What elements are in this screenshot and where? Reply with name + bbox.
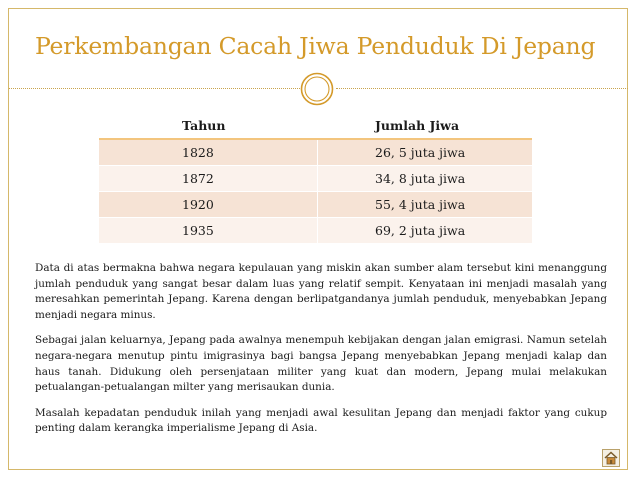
table-row — [99, 139, 532, 166]
year-cell: 1920 — [99, 192, 318, 218]
column-header-population: Jumlah Jiwa — [318, 113, 533, 139]
table-row — [99, 192, 532, 218]
body-text — [35, 261, 607, 447]
table-header-row — [99, 113, 532, 139]
column-header-year: Tahun — [99, 113, 318, 139]
circle-ornament-icon — [300, 72, 334, 106]
year-cell: 1828 — [99, 139, 318, 166]
slide-title: Perkembangan Cacah Jiwa Penduduk Di Jepang — [35, 32, 596, 60]
population-cell: 69, 2 juta jiwa — [318, 218, 533, 244]
divider-right — [336, 88, 628, 89]
table-row — [99, 166, 532, 192]
paragraph: Sebagai jalan keluarnya, Jepang pada awalnya menempuh kebijakan dengan jalan emigrasi. Namun setelah negara-negara menutup pintu imigrasinya bagi bangsa Jepang menyebabkan Jepang menjadi kalap dan haus tanah. Didukung oleh persenjataan militer yang kuat dan modern, Jepang mulai melakukan petualangan-petualangan milter yang merisaukan dunia. — [35, 334, 607, 394]
table-row — [99, 218, 532, 244]
paragraph: Masalah kepadatan penduduk inilah yang menjadi awal kesulitan Jepang dan menjadi faktor yang cukup penting dalam kerangka imperialisme Jepang di Asia. — [35, 406, 607, 435]
population-cell: 55, 4 juta jiwa — [318, 192, 533, 218]
population-cell: 26, 5 juta jiwa — [318, 139, 533, 166]
population-cell: 34, 8 juta jiwa — [318, 166, 533, 192]
paragraph: Data di atas bermakna bahwa negara kepulauan yang miskin akan sumber alam tersebut kini menanggung jumlah penduduk yang sangat besar dalam luas yang relatif sempit. Kenyataan ini menjadi masalah yang meresahkan pemerintah Jepang. Karena dengan berlipatgandanya jumlah penduduk, menyebabkan Jepang menjadi negara minus. — [35, 262, 607, 321]
year-cell: 1872 — [99, 166, 318, 192]
home-icon[interactable] — [602, 449, 620, 467]
population-table — [99, 113, 532, 243]
year-cell: 1935 — [99, 218, 318, 244]
divider-left — [9, 88, 300, 89]
